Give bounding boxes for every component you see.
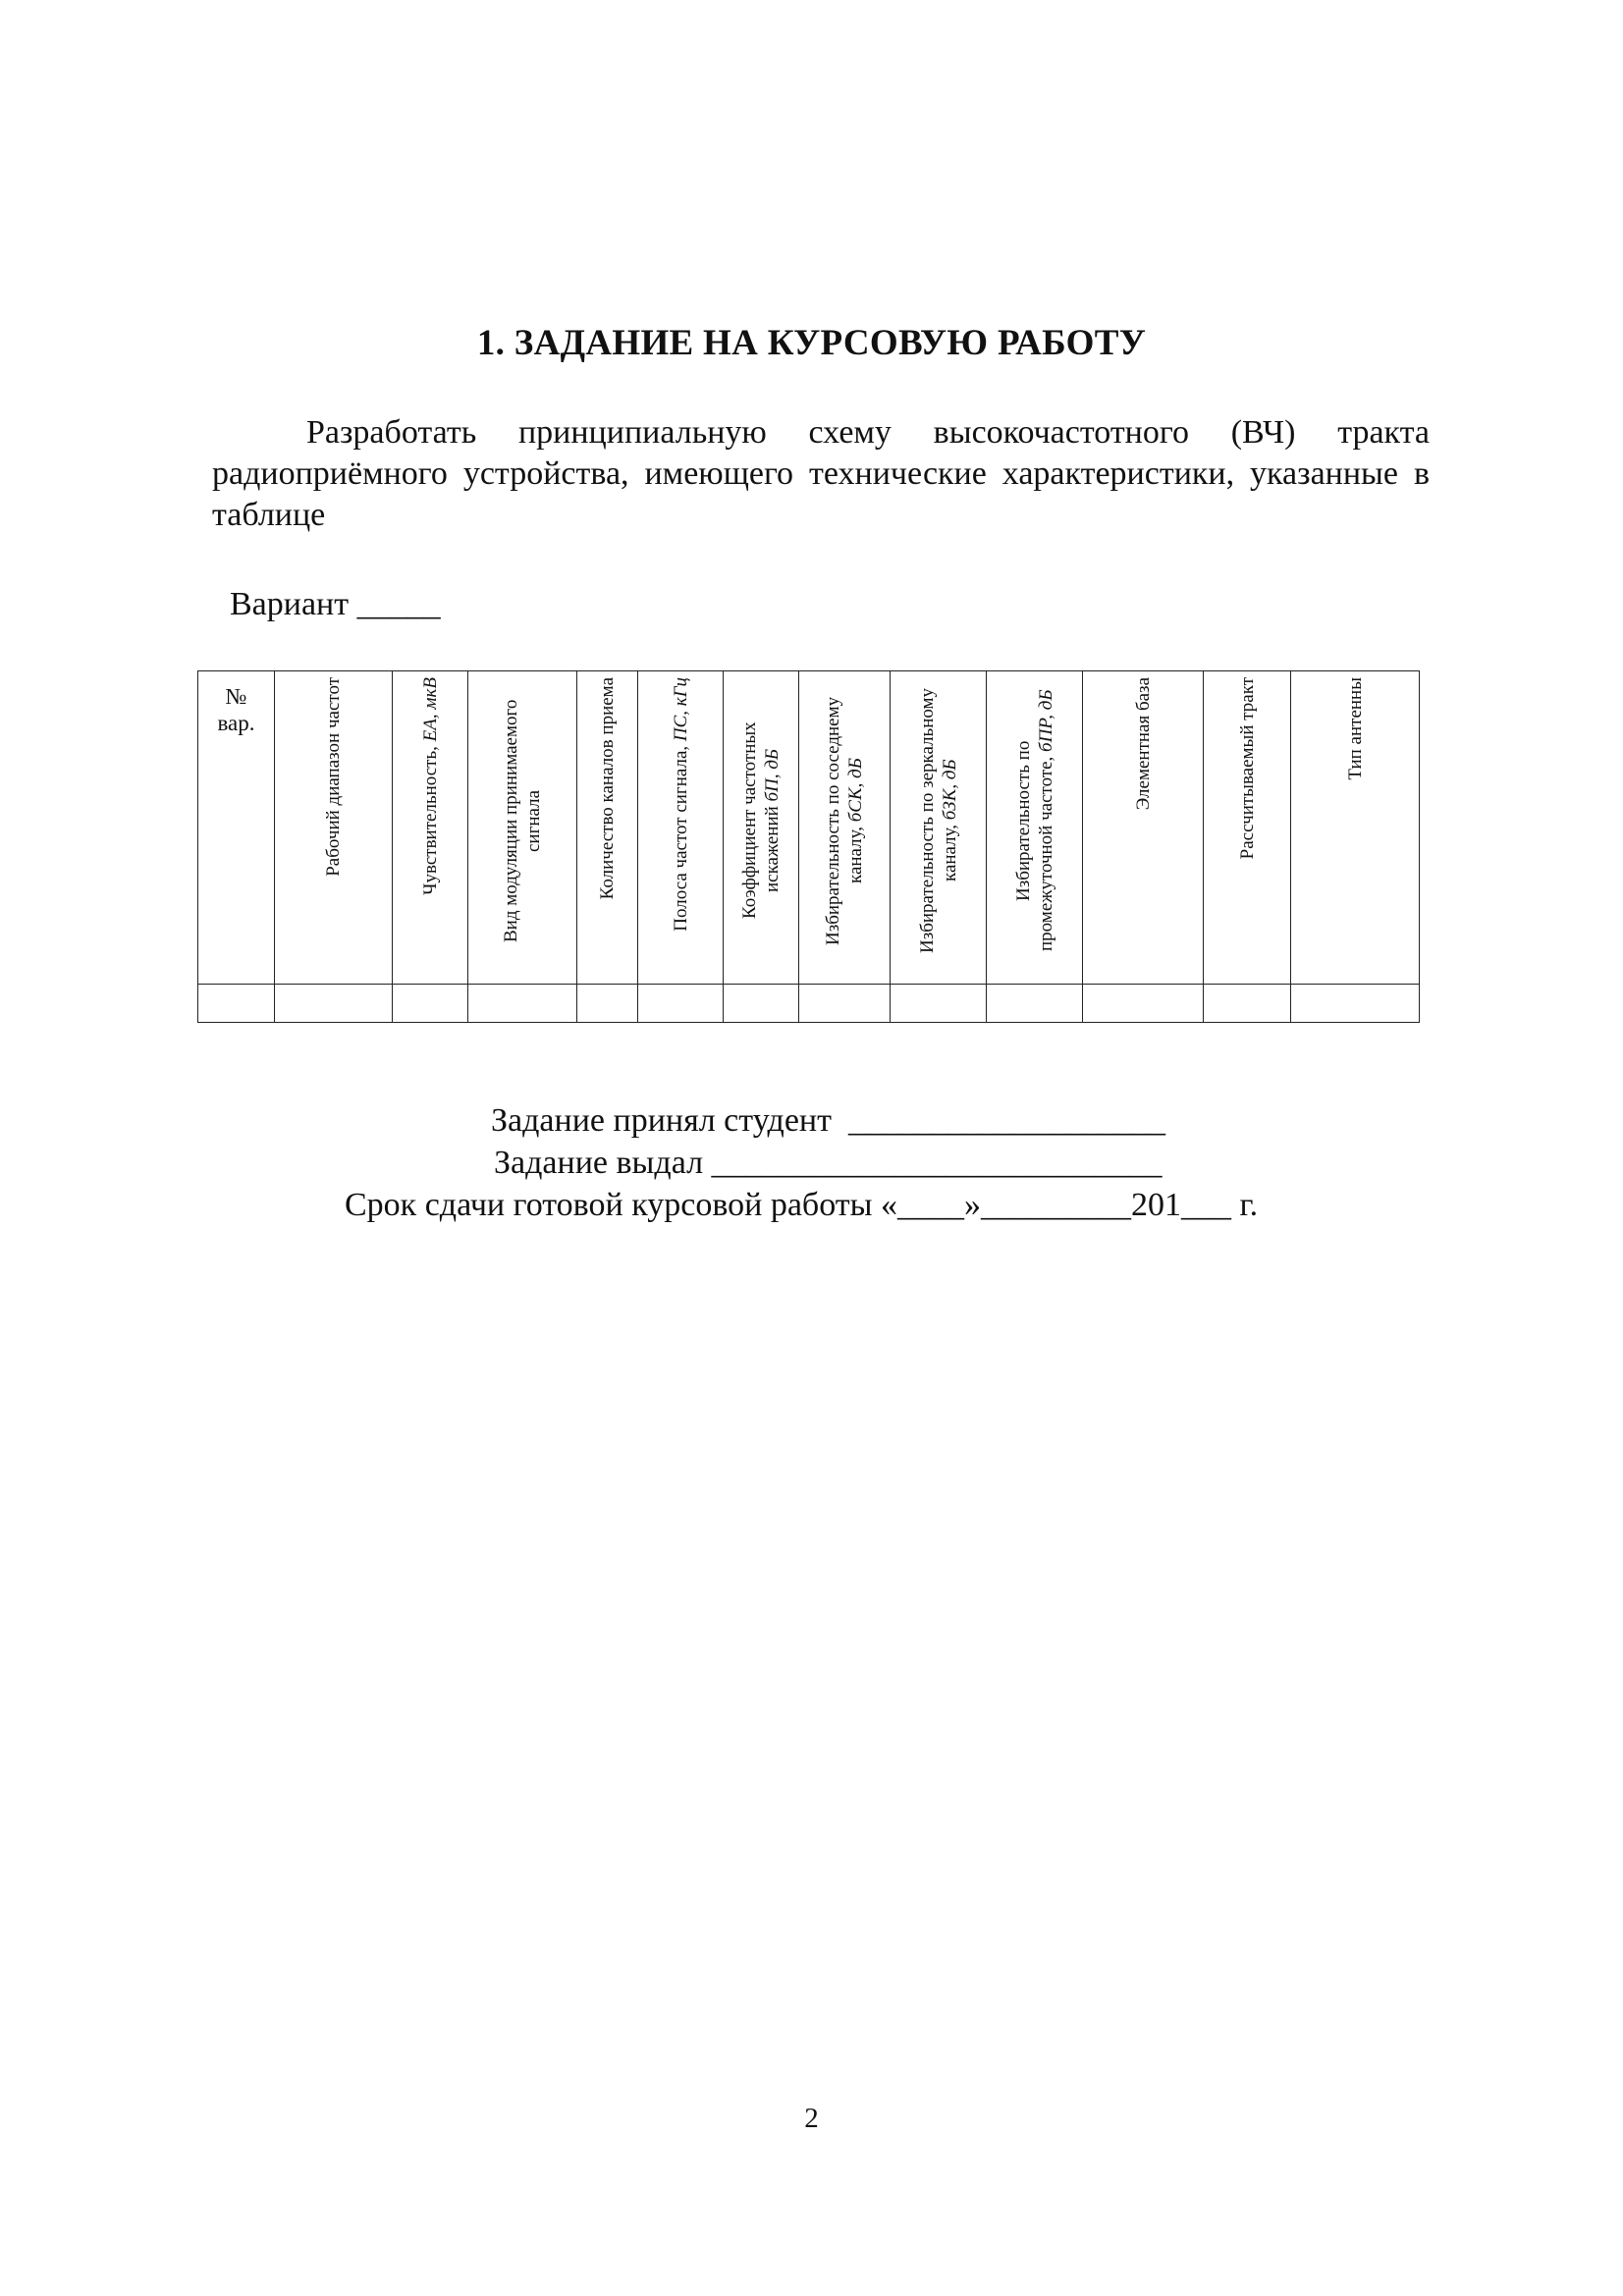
page-title: 1. ЗАДАНИЕ НА КУРСОВУЮ РАБОТУ: [476, 323, 1147, 363]
table-header-row: [198, 671, 1420, 985]
column-header: [1083, 671, 1204, 985]
page-number: 2: [804, 2103, 819, 2134]
column-header: [891, 671, 987, 985]
table-cell[interactable]: [577, 985, 638, 1023]
column-header: [987, 671, 1083, 985]
column-header-label: Чувствительность,: [419, 741, 441, 895]
table-cell[interactable]: [1204, 985, 1291, 1023]
table-cell[interactable]: [1083, 985, 1204, 1023]
table-cell[interactable]: [468, 985, 577, 1023]
student-accepted-line: Задание принял студент ___________________: [491, 1102, 1165, 1139]
column-header: [468, 671, 577, 985]
table-row: [198, 985, 1420, 1023]
column-header-unit: бП, дБ: [762, 748, 783, 802]
table-cell[interactable]: [987, 985, 1083, 1023]
column-header: [724, 671, 799, 985]
column-header: [1204, 671, 1291, 985]
table-cell[interactable]: [799, 985, 891, 1023]
column-header: [799, 671, 891, 985]
issued-by-line: Задание выдал ___________________________: [494, 1145, 1163, 1181]
column-header-label: Избирательность по промежуточной частоте,: [1012, 740, 1056, 952]
column-header-label: Элементная база: [1132, 677, 1154, 811]
column-header-label: Тип антенны: [1344, 677, 1366, 780]
table-cell[interactable]: [275, 985, 393, 1023]
table-cell[interactable]: [724, 985, 799, 1023]
deadline-line: Срок сдачи готовой курсовой работы «____»_________201___ г.: [345, 1187, 1259, 1223]
table-cell[interactable]: [198, 985, 275, 1023]
table-cell[interactable]: [891, 985, 987, 1023]
column-header-label: Избирательность по зеркальному каналу,: [916, 687, 960, 954]
column-header-label: Рабочий диапазон частот: [323, 677, 344, 877]
characteristics-table: [197, 670, 1420, 1023]
column-header-label: Количество каналов приема: [597, 677, 618, 900]
column-header-unit: бПР, дБ: [1035, 689, 1056, 753]
column-header: [1291, 671, 1420, 985]
variant-number-header: [198, 671, 275, 985]
column-header-label: Вид модуляции принимаемого сигнала: [501, 699, 544, 942]
column-header-label: Избирательность по соседнему каналу,: [823, 696, 866, 945]
column-header-unit: бСК, дБ: [845, 758, 866, 823]
column-header-unit: бЗК, дБ: [939, 759, 960, 821]
table-cell[interactable]: [1291, 985, 1420, 1023]
variant-number-header-text: № вар.: [217, 684, 255, 735]
column-header-label: Рассчитываемый тракт: [1236, 677, 1258, 860]
variant-line: Вариант _____: [230, 586, 441, 622]
column-header: [275, 671, 393, 985]
column-header: [577, 671, 638, 985]
column-header: [393, 671, 468, 985]
table-cell[interactable]: [393, 985, 468, 1023]
column-header: [638, 671, 724, 985]
task-description: Разработать принципиальную схему высокочастотного (ВЧ) тракта радиоприёмного устройства, имеющего технические характеристики, указанные в таблице: [212, 414, 1430, 533]
column-header-label: Полоса частот сигнала,: [670, 741, 691, 932]
column-header-unit: EА, мкВ: [419, 677, 441, 742]
column-header-label: Коэффициент частотных искажений: [739, 721, 783, 920]
table-cell[interactable]: [638, 985, 724, 1023]
column-header-unit: ПС, кГц: [670, 677, 691, 742]
